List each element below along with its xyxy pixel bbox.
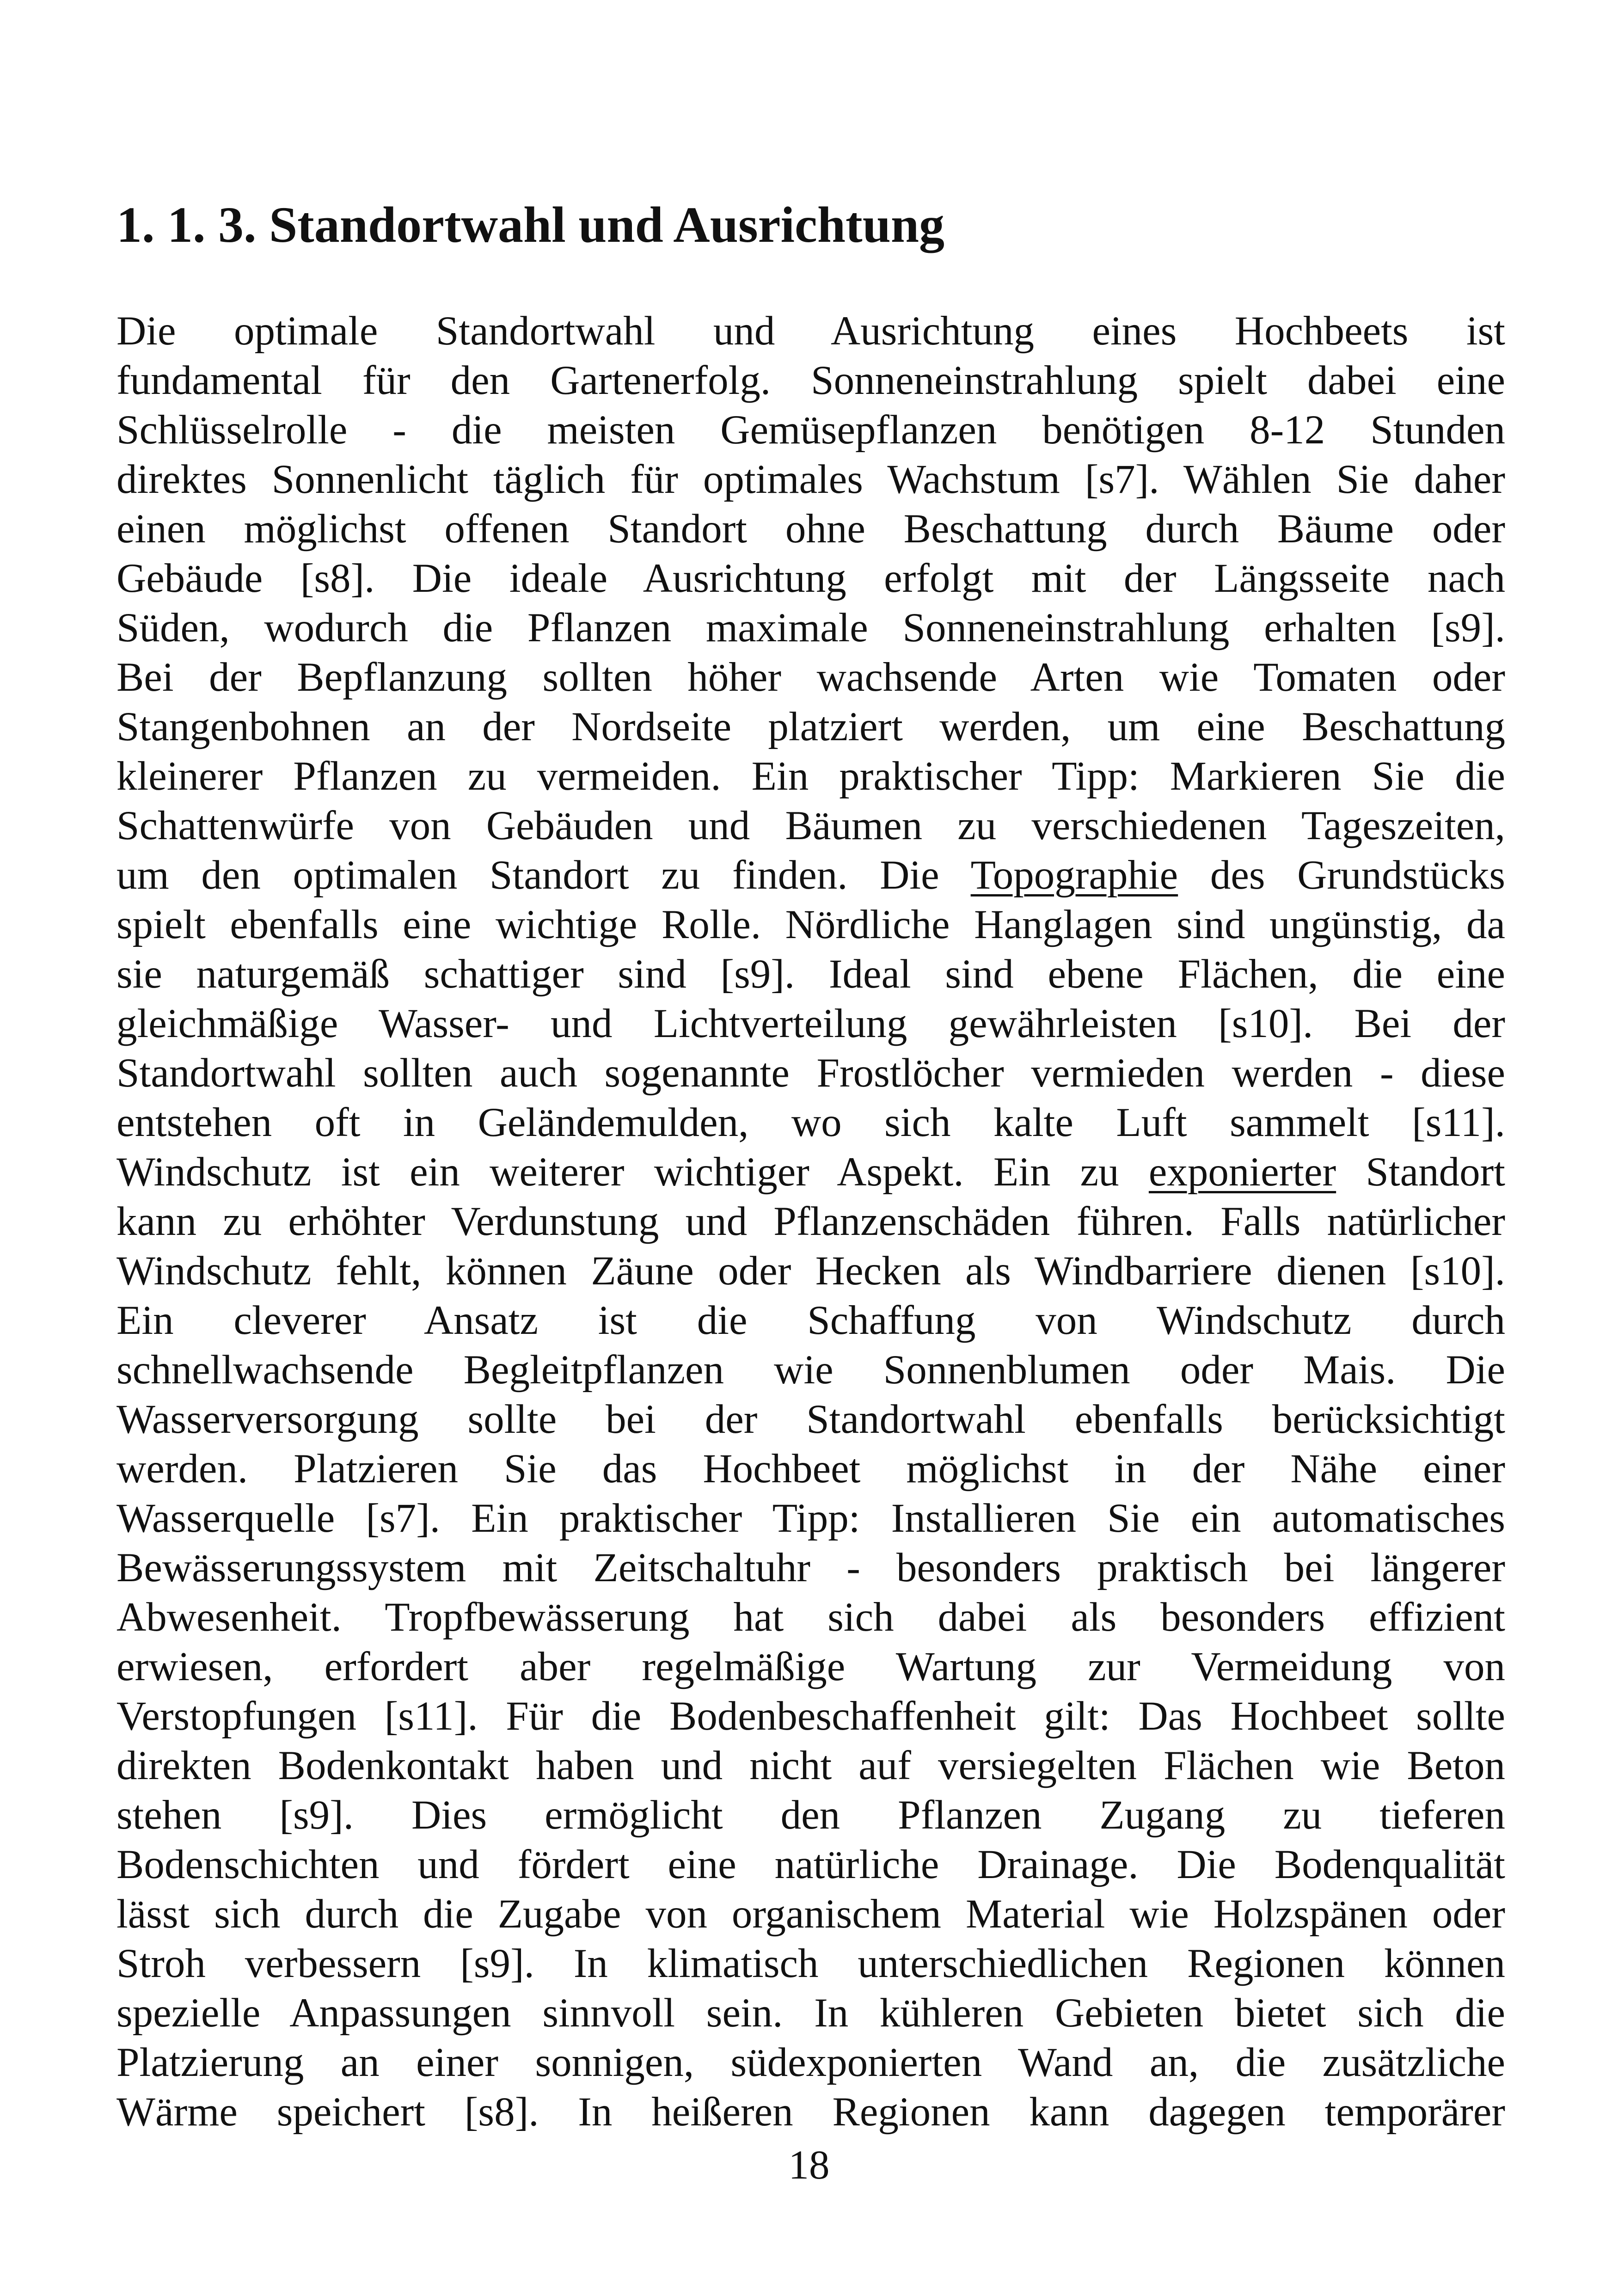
text-line: Bodenschichten und fördert eine natürliche Drainage. Die Bodenqualität: [116, 1842, 1505, 1887]
text-line: kann zu erhöhter Verdunstung und Pflanzenschäden führen. Falls natürlicher: [116, 1199, 1505, 1244]
text-line: spielt ebenfalls eine wichtige Rolle. Nördliche Hanglagen sind ungünstig, da: [116, 902, 1505, 947]
text-line: Bewässerungssystem mit Zeitschaltuhr - besonders praktisch bei längerer: [116, 1545, 1505, 1590]
text-line: [116, 1148, 1505, 1197]
text-line: schnellwachsende Begleitpflanzen wie Sonnenblumen oder Mais. Die: [116, 1347, 1505, 1393]
text-line: Schattenwürfe von Gebäuden und Bäumen zu verschiedenen Tageszeiten,: [116, 803, 1505, 848]
text-line: Die optimale Standortwahl und Ausrichtung eines Hochbeets ist: [116, 308, 1505, 354]
text-line: Windschutz fehlt, können Zäune oder Hecken als Windbarriere dienen [s10].: [116, 1248, 1505, 1294]
text-line: Wasserquelle [s7]. Ein praktischer Tipp: Installieren Sie ein automatisches: [116, 1496, 1505, 1541]
text-line: Stangenbohnen an der Nordseite platziert werden, um eine Beschattung: [116, 704, 1505, 749]
text-line: Standortwahl sollten auch sogenannte Frostlöcher vermieden werden - diese: [116, 1050, 1505, 1096]
page-number: 18: [788, 2143, 830, 2188]
text-segment: um den optimalen Standort zu finden. Die: [116, 853, 971, 898]
text-segment: des Grundstücks: [1178, 853, 1505, 898]
text-line: Ein cleverer Ansatz ist die Schaffung von Windschutz durch: [116, 1298, 1505, 1343]
text-line: spezielle Anpassungen sinnvoll sein. In kühleren Gebieten bietet sich die: [116, 1990, 1505, 2036]
text-line: werden. Platzieren Sie das Hochbeet möglichst in der Nähe einer: [116, 1446, 1505, 1492]
text-line: kleinerer Pflanzen zu vermeiden. Ein praktischer Tipp: Markieren Sie die: [116, 754, 1505, 799]
text-line: lässt sich durch die Zugabe von organischem Material wie Holzspänen oder: [116, 1891, 1505, 1937]
text-line: einen möglichst offenen Standort ohne Beschattung durch Bäume oder: [116, 506, 1505, 552]
text-line: Platzierung an einer sonnigen, südexponierten Wand an, die zusätzliche: [116, 2040, 1505, 2085]
text-line: Gebäude [s8]. Die ideale Ausrichtung erfolgt mit der Längsseite nach: [116, 556, 1505, 601]
underlined-term: exponierter: [1148, 1149, 1336, 1195]
text-line: fundamental für den Gartenerfolg. Sonneneinstrahlung spielt dabei eine: [116, 358, 1505, 403]
text-line: entstehen oft in Geländemulden, wo sich kalte Luft sammelt [s11].: [116, 1100, 1505, 1145]
text-line: Stroh verbessern [s9]. In klimatisch unterschiedlichen Regionen können: [116, 1941, 1505, 1986]
text-segment: Windschutz ist ein weiterer wichtiger Aspekt. Ein zu: [116, 1149, 1149, 1195]
text-line: stehen [s9]. Dies ermöglicht den Pflanzen Zugang zu tieferen: [116, 1793, 1505, 1838]
body-paragraph: [116, 307, 1505, 2137]
text-line: Wasserversorgung sollte bei der Standortwahl ebenfalls berücksichtigt: [116, 1397, 1505, 1442]
text-line: Abwesenheit. Tropfbewässerung hat sich dabei als besonders effizient: [116, 1595, 1505, 1640]
underlined-term: Topographie: [970, 853, 1178, 898]
text-line: erwiesen, erfordert aber regelmäßige Wartung zur Vermeidung von: [116, 1644, 1505, 1689]
text-line: direktes Sonnenlicht täglich für optimales Wachstum [s7]. Wählen Sie daher: [116, 457, 1505, 502]
text-line: Wärme speichert [s8]. In heißeren Regionen kann dagegen temporärer: [116, 2089, 1505, 2135]
text-line: gleichmäßige Wasser- und Lichtverteilung gewährleisten [s10]. Bei der: [116, 1001, 1505, 1046]
text-line: Schlüsselrolle - die meisten Gemüsepflanzen benötigen 8-12 Stunden: [116, 407, 1505, 453]
text-line: Verstopfungen [s11]. Für die Bodenbeschaffenheit gilt: Das Hochbeet sollte: [116, 1694, 1505, 1739]
text-line: Bei der Bepflanzung sollten höher wachsende Arten wie Tomaten oder: [116, 655, 1505, 700]
text-line: [116, 851, 1505, 900]
text-line: Süden, wodurch die Pflanzen maximale Sonneneinstrahlung erhalten [s9].: [116, 605, 1505, 651]
text-line: sie naturgemäß schattiger sind [s9]. Ideal sind ebene Flächen, die eine: [116, 952, 1505, 997]
text-line: direkten Bodenkontakt haben und nicht auf versiegelten Flächen wie Beton: [116, 1743, 1505, 1788]
text-segment: Standort: [1336, 1149, 1505, 1195]
section-heading: 1. 1. 3. Standortwahl und Ausrichtung: [116, 196, 945, 253]
